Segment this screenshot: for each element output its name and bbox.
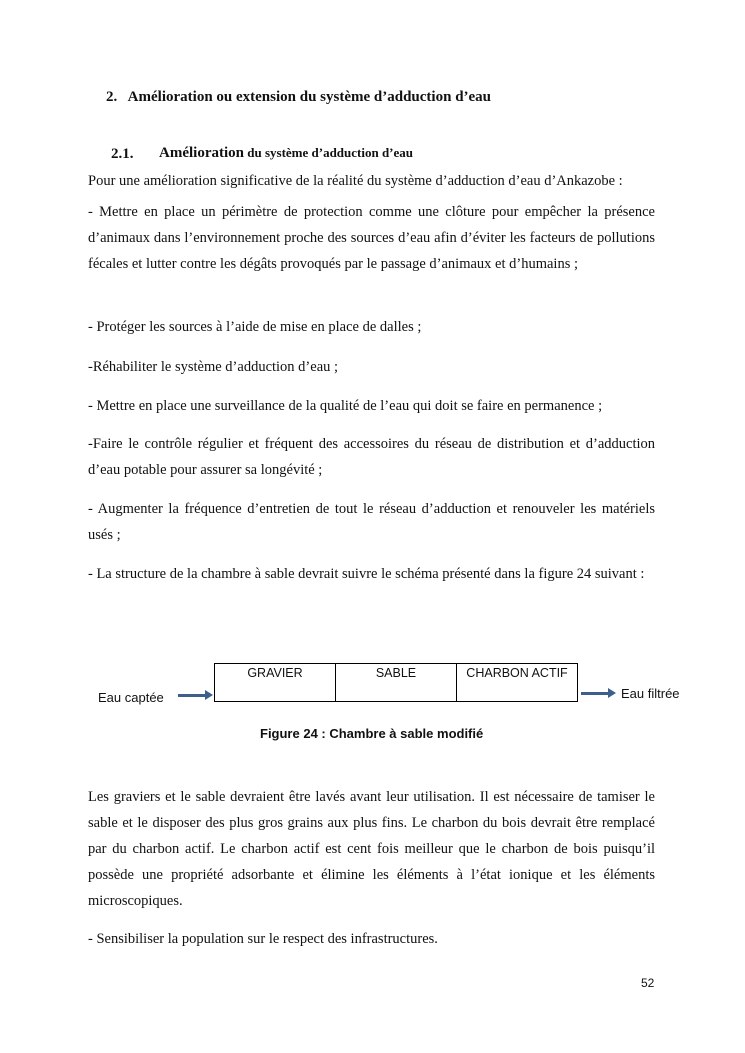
bullet-entretien: - Augmenter la fréquence d’entretien de tout le réseau d’adduction et renouveler les matériels usés ; <box>88 501 655 543</box>
subsection-number: 2.1. <box>111 146 134 162</box>
layer-sable: SABLE <box>336 664 457 701</box>
bullet-surveillance: - Mettre en place une surveillance de la qualité de l’eau qui doit se faire en permanence ; <box>88 398 603 414</box>
bullet-structure: - La structure de la chambre à sable devrait suivre le schéma présenté dans la figure 24 suivant : <box>88 566 645 582</box>
output-arrow-icon <box>581 692 609 695</box>
bullet-sensibiliser: - Sensibiliser la population sur le respect des infrastructures. <box>88 931 438 947</box>
input-label: Eau captée <box>98 690 164 705</box>
subsection-title-main: Amélioration <box>159 145 244 161</box>
layer-gravier: GRAVIER <box>215 664 336 701</box>
subsection-title-rest: du système d’adduction d’eau <box>243 145 414 160</box>
bullet-dalles: - Protéger les sources à l’aide de mise en place de dalles ; <box>88 319 422 335</box>
bullet-rehabilitation: -Réhabiliter le système d’adduction d’eau ; <box>88 359 339 375</box>
layer-charbon-actif: CHARBON ACTIF <box>466 666 568 680</box>
page-number: 52 <box>641 976 655 990</box>
output-label: Eau filtrée <box>621 686 680 701</box>
sand-chamber-diagram <box>214 663 578 702</box>
intro-paragraph: Pour une amélioration significative de la réalité du système d’adduction d’eau d’Ankazobe : <box>88 173 623 189</box>
section-heading: 2. Amélioration ou extension du système d’adduction d’eau <box>106 89 492 105</box>
bullet-controle: -Faire le contrôle régulier et fréquent des accessoires du réseau de distribution et d’adduction d’eau potable pour assurer sa longévité ; <box>88 436 655 478</box>
bullet-perimeter: - Mettre en place un périmètre de protection comme une clôture pour empêcher la présence d’animaux dans l’environnement proche des sources d’eau afin d’éviter les facteurs de pollutions fécales et lutter contre les dégâts provoqués par le passage d’animaux et d’humains ; <box>88 204 655 272</box>
figure-caption: Figure 24 : Chambre à sable modifié <box>260 726 484 741</box>
input-arrow-icon <box>178 694 206 697</box>
subsection-title <box>159 145 413 162</box>
paragraph-after-figure: Les graviers et le sable devraient être lavés avant leur utilisation. Il est nécessaire de tamiser le sable et le disposer des plus gros grains aux plus fins. Le charbon du bois devrait être remplacé par du charbon actif. Le charbon actif est cent fois meilleur que le charbon de bois puisqu’il possède une propriété adsorbante et élimine les éléments à l’état ionique et les éléments microscopiques. <box>88 789 655 909</box>
